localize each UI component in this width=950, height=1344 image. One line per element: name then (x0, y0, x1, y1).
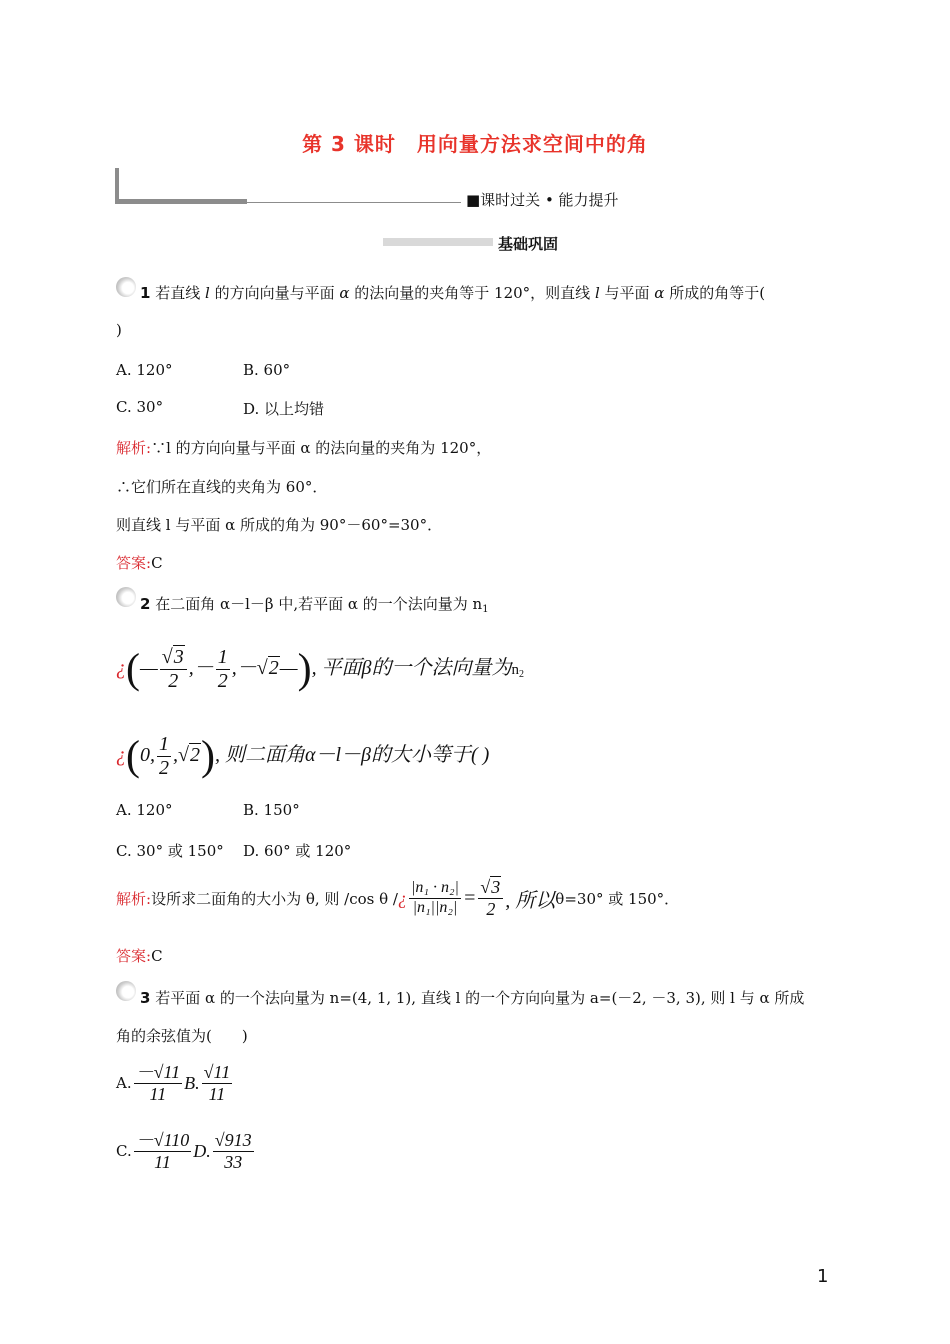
question-bullet-icon (116, 277, 136, 297)
question-bullet-icon (116, 587, 136, 607)
q2-answer: 答案:C (116, 947, 163, 965)
question-bullet-icon (116, 981, 136, 1001)
header-label: ■课时过关 • 能力提升 (466, 191, 619, 209)
q3-option-a: $\frac{-√11}{11}$ (135, 1062, 181, 1104)
q3-stem: 3 若平面 α 的一个法向量为 n=(4, 1, 1), 直线 l 的一个方向向量为 a=(－2, －3, 3), 则 l 与 α 所成 (140, 989, 805, 1007)
page-number: 1 (817, 1266, 829, 1287)
q2-vector-n2: ¿(0, $\frac{1}{2}$ ,√2), 则二面角α－l－β的大小等于( ) (116, 733, 490, 780)
q1-option-d: D. 以上均错 (243, 400, 325, 418)
page-title: 第 3 课时 用向量方法求空间中的角 (302, 132, 648, 156)
q1-option-c: C. 30° (116, 398, 164, 416)
q2-analysis: 解析: 设所求二面角的大小为 θ, 则 /cos θ / ¿ $\frac{\text{|n₁ · n₂|}}{\text{|n₁||n₂|}}$ = $\frac{√3}{2}$ , 所以 θ=30° 或 150°． (116, 876, 680, 919)
q3-stem-line2: 角的余弦值为( ) (116, 1027, 248, 1045)
q1-option-b: B. 60° (243, 361, 291, 379)
q1-stem-line2: ) (116, 321, 122, 339)
q1-answer: 答案:C (116, 554, 163, 572)
section-title: 基础巩固 (498, 235, 559, 253)
q3-option-d: $\frac{√913}{33}$ (214, 1130, 252, 1172)
q1-analysis-line3: 则直线 l 与平面 α 所成的角为 90°－60°=30°． (116, 516, 443, 534)
fraction: $\frac{1}{2}$ (217, 646, 228, 692)
fraction: $\frac{√3}{2}$ (478, 877, 503, 919)
fraction: $\frac{\text{|n₁ · n₂|}}{\text{|n₁||n₂|}}$ (410, 879, 459, 916)
q1-option-a: A. 120° (116, 361, 173, 379)
header-rule-thin (247, 202, 461, 203)
q3-options-ab: A. $\frac{-√11}{11}$ B. $\frac{√11}{11}$ (116, 1062, 231, 1104)
q2-stem: 2 在二面角 α－l－β 中,若平面 α 的一个法向量为 $n_1$ (140, 595, 489, 615)
q3-option-b: $\frac{√11}{11}$ (203, 1062, 231, 1104)
q1-analysis: 解析:∵l 的方向向量与平面 α 的法向量的夹角为 120°， (116, 439, 492, 457)
header-rule-thick (115, 199, 247, 204)
fraction: $\frac{1}{2}$ (159, 733, 169, 779)
q2-option-a: A. 120° (116, 801, 173, 819)
q2-vector-n1: ¿(— $\frac{√3}{2}$ ,－ $\frac{1}{2}$ ,－√2—), 平面β的一个法向量为n2 (116, 646, 525, 693)
q2-option-d: D. 60° 或 120° (243, 842, 352, 860)
q1-analysis-line2: ∴它们所在直线的夹角为 60°． (116, 478, 328, 496)
q1-stem: 1 若直线 l 的方向向量与平面 α 的法向量的夹角等于 120°，则直线 l 与平面 α 所成的角等于( (140, 284, 766, 302)
q3-options-cd: C. $\frac{-√110}{11}$ D. $\frac{√913}{33}$ (116, 1130, 252, 1172)
q2-option-b: B. 150° (243, 801, 300, 819)
fraction: $\frac{√3}{2}$ (160, 646, 187, 693)
section-bar (383, 238, 493, 246)
q2-option-c: C. 30° 或 150° (116, 842, 224, 860)
q3-option-c: $\frac{-√110}{11}$ (135, 1130, 190, 1172)
